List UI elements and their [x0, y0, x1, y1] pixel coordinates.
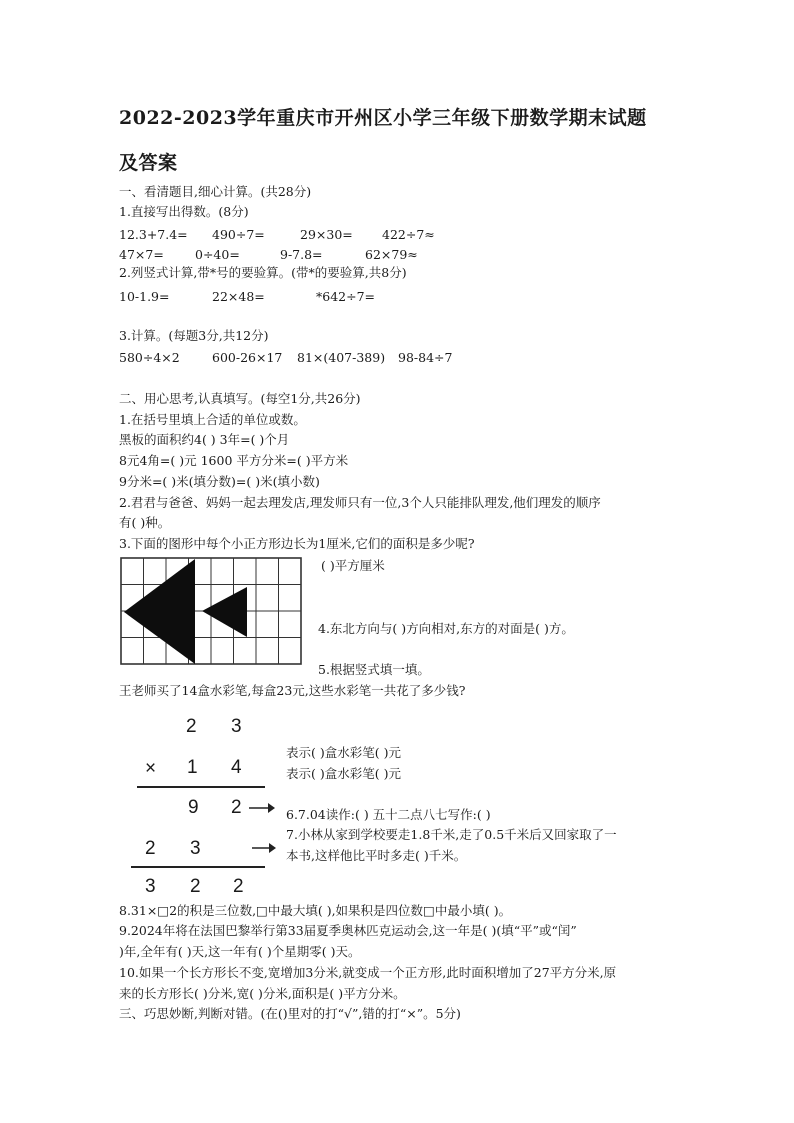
fill-blank-line: 9分米=( )米(填分数)=( )米(填小数): [119, 474, 320, 489]
vertical-digit: 2: [233, 876, 244, 897]
grid-triangle-figure: [120, 557, 302, 665]
vertical-calc-item: *642÷7=: [316, 289, 376, 304]
question-label: 3.下面的图形中每个小正方形边长为1厘米,它们的面积是多少呢?: [119, 536, 475, 551]
large-triangle: [124, 559, 195, 664]
page-title: 2022-2023学年重庆市开州区小学三年级下册数学期末试题: [119, 107, 647, 129]
calc-item: 0÷40=: [195, 247, 240, 262]
vertical-digit: 2: [145, 838, 156, 859]
area-answer-blank: ( )平方厘米: [321, 558, 385, 573]
question-text: )年,全年有( )天,这一年有( )个星期零( )天。: [119, 944, 361, 959]
calc-item: 12.3+7.4=: [119, 227, 188, 242]
question-label: 1.在括号里填上合适的单位或数。: [119, 412, 306, 427]
calc-item: 29×30=: [300, 227, 353, 242]
question-text: 7.小林从家到学校要走1.8千米,走了0.5千米后又回家取了一: [286, 827, 617, 842]
question-text: 本书,这样他比平时多走( )千米。: [286, 848, 467, 863]
small-triangle: [202, 587, 247, 637]
mixed-calc-item: 98-84÷7: [398, 350, 453, 365]
calc-item: 62×79≈: [365, 247, 418, 262]
arrow-right-icon: [251, 841, 277, 855]
section-2-heading: 二、用心思考,认真填写。(每空1分,共26分): [119, 391, 361, 406]
mixed-calc-item: 81×(407-389): [297, 350, 386, 365]
vertical-digit: 3: [190, 838, 201, 859]
divider-line: [137, 786, 265, 788]
question-text: 9.2024年将在法国巴黎举行第33届夏季奥林匹克运动会,这一年是( )(填“平”或“闰”: [119, 923, 577, 938]
vertical-digit: 4: [231, 757, 242, 778]
section-1-heading: 一、看清题目,细心计算。(共28分): [119, 184, 312, 199]
vertical-digit: 3: [231, 716, 242, 737]
vertical-calc-item: 10-1.9=: [119, 289, 170, 304]
divider-line: [131, 866, 265, 868]
fill-blank-line: 8元4角=( )元 1600 平方分米=( )平方米: [119, 453, 349, 468]
question-text: 2.君君与爸爸、妈妈一起去理发店,理发师只有一位,3个人只能排队理发,他们理发的顺序: [119, 495, 601, 510]
calc-item: 490÷7=: [212, 227, 265, 242]
calc-item: 9-7.8=: [280, 247, 323, 262]
fill-blank-line: 黑板的面积约4( ) 3年=( )个月: [119, 432, 290, 447]
meaning-line: 表示( )盒水彩笔( )元: [286, 745, 401, 760]
question-text: 王老师买了14盒水彩笔,每盒23元,这些水彩笔一共花了多少钱?: [119, 683, 466, 698]
section-3-heading: 三、巧思妙断,判断对错。(在()里对的打“√”,错的打“×”。5分): [119, 1006, 461, 1021]
question-text: 来的长方形长( )分米,宽( )分米,面积是( )平方分米。: [119, 986, 406, 1001]
question-text: 有( )种。: [119, 515, 171, 530]
vertical-calc-item: 22×48=: [212, 289, 265, 304]
vertical-digit: 2: [190, 876, 201, 897]
meaning-line: 表示( )盒水彩笔( )元: [286, 766, 401, 781]
calc-item: 47×7=: [119, 247, 164, 262]
question-label: 5.根据竖式填一填。: [318, 662, 430, 677]
vertical-digit: 2: [231, 797, 242, 818]
vertical-digit: 1: [187, 757, 198, 778]
question-1-label: 1.直接写出得数。(8分): [119, 204, 249, 219]
page-title-continued: 及答案: [119, 152, 178, 174]
arrow-right-icon: [248, 801, 276, 815]
question-2-label: 2.列竖式计算,带*号的要验算。(带*的要验算,共8分): [119, 265, 407, 280]
multiply-sign: ×: [145, 758, 157, 779]
calc-item: 422÷7≈: [382, 227, 435, 242]
vertical-digit: 3: [145, 876, 156, 897]
question-text: 6.7.04读作:( ) 五十二点八七写作:( ): [286, 807, 491, 822]
question-text: 8.31×□2的积是三位数,□中最大填( ),如果积是四位数□中最小填( )。: [119, 903, 512, 918]
mixed-calc-item: 580÷4×2: [119, 350, 180, 365]
vertical-digit: 9: [188, 797, 199, 818]
question-3-label: 3.计算。(每题3分,共12分): [119, 328, 269, 343]
question-text: 4.东北方向与( )方向相对,东方的对面是( )方。: [318, 621, 574, 636]
vertical-digit: 2: [186, 716, 197, 737]
question-text: 10.如果一个长方形长不变,宽增加3分米,就变成一个正方形,此时面积增加了27平方分米,原: [119, 965, 617, 980]
mixed-calc-item: 600-26×17: [212, 350, 283, 365]
